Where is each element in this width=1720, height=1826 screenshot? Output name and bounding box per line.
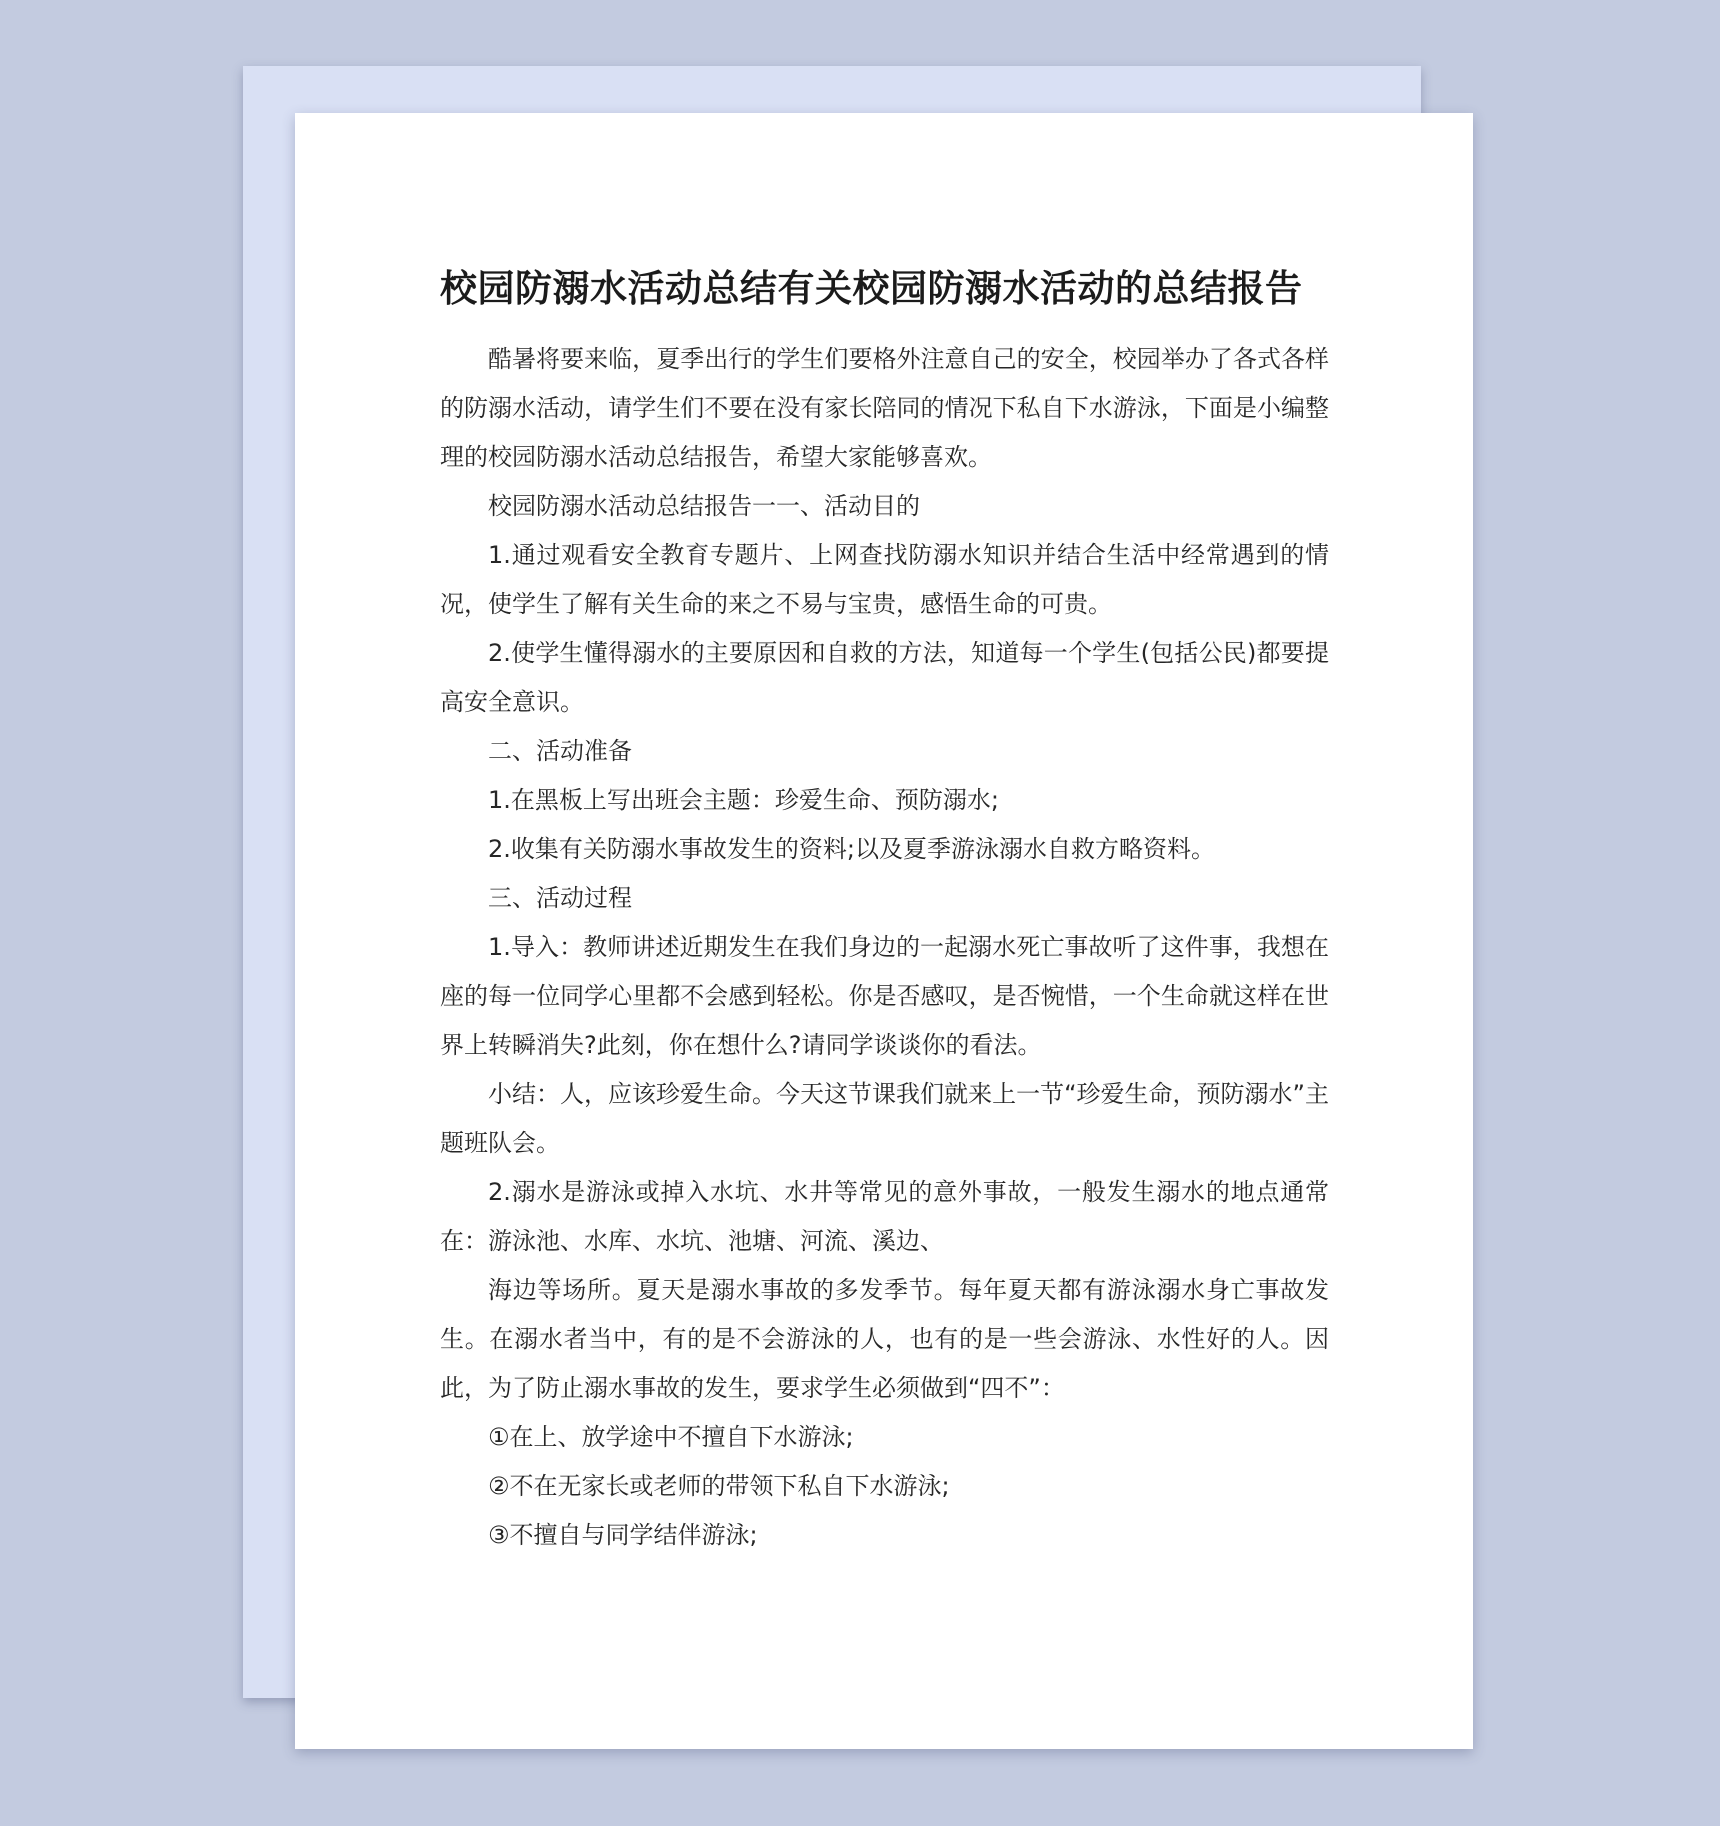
paragraph: 小结：人，应该珍爱生命。今天这节课我们就来上一节“珍爱生命，预防溺水”主题班队会。 <box>440 1080 1329 1157</box>
paragraph: 海边等场所。夏天是溺水事故的多发季节。每年夏天都有游泳溺水身亡事故发生。在溺水者当中，有的是不会游泳的人，也有的是一些会游泳、水性好的人。因此，为了防止溺水事故的发生，要求学生必须做到“四不”： <box>440 1276 1329 1402</box>
paragraph-section-heading: 校园防溺水活动总结报告一一、活动目的 <box>488 492 920 520</box>
paragraph: 2.溺水是游泳或掉入水坑、水井等常见的意外事故，一般发生溺水的地点通常在：游泳池、水库、水坑、池塘、河流、溪边、 <box>440 1178 1329 1255</box>
list-item: ②不在无家长或老师的带领下私自下水游泳; <box>488 1472 950 1500</box>
paragraph: 1.在黑板上写出班会主题：珍爱生命、预防溺水; <box>488 786 999 814</box>
list-item: ③不擅自与同学结伴游泳; <box>488 1521 758 1549</box>
paragraph-intro: 酷暑将要来临，夏季出行的学生们要格外注意自己的安全，校园举办了各式各样的防溺水活动，请学生们不要在没有家长陪同的情况下私自下水游泳，下面是小编整理的校园防溺水活动总结报告，希望大家能够喜欢。 <box>440 345 1329 471</box>
list-item: ①在上、放学途中不擅自下水游泳; <box>488 1423 854 1451</box>
paragraph: 1.导入：教师讲述近期发生在我们身边的一起溺水死亡事故听了这件事，我想在座的每一位同学心里都不会感到轻松。你是否感叹，是否惋惜，一个生命就这样在世界上转瞬消失?此刻，你在想什么?请同学谈谈你的看法。 <box>440 933 1329 1059</box>
document-title: 校园防溺水活动总结有关校园防溺水活动的总结报告 <box>440 267 1303 310</box>
paragraph-section-heading: 三、活动过程 <box>488 884 632 912</box>
document-page <box>295 113 1473 1749</box>
paragraph: 2.收集有关防溺水事故发生的资料;以及夏季游泳溺水自救方略资料。 <box>488 835 1215 863</box>
paragraph: 1.通过观看安全教育专题片、上网查找防溺水知识并结合生活中经常遇到的情况，使学生了解有关生命的来之不易与宝贵，感悟生命的可贵。 <box>440 541 1329 618</box>
document-body <box>440 253 1329 1560</box>
paragraph: 2.使学生懂得溺水的主要原因和自救的方法，知道每一个学生(包括公民)都要提高安全意识。 <box>440 639 1329 716</box>
paragraph-section-heading: 二、活动准备 <box>488 737 632 765</box>
